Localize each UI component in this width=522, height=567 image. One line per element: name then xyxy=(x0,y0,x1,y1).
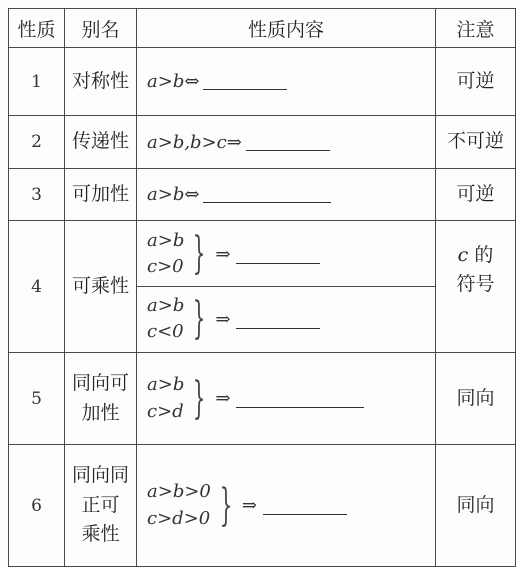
table-row xyxy=(9,445,516,567)
row-alias: 可加性 xyxy=(65,169,137,221)
brace-icon: } xyxy=(193,293,206,344)
implies-arrow: ⇒ xyxy=(215,243,231,265)
header-alias: 别名 xyxy=(65,9,137,48)
conditions-group xyxy=(147,228,320,280)
alias-line: 乘性 xyxy=(81,523,120,546)
row-alias: 可乘性 xyxy=(65,221,137,353)
math-expression: a>b⇔ xyxy=(147,71,200,92)
sub-case-positive xyxy=(137,222,435,286)
row-alias xyxy=(65,445,137,567)
row-number: 6 xyxy=(9,445,65,567)
header-property: 性质 xyxy=(9,9,65,48)
conditions-group xyxy=(147,293,320,345)
answer-blank xyxy=(236,245,320,264)
row-content xyxy=(137,353,436,445)
row-content xyxy=(137,48,436,116)
condition-line: c>d>0 xyxy=(147,507,211,529)
alias-line: 同向可 xyxy=(71,372,129,395)
row-content xyxy=(137,221,436,353)
condition-line: a>b xyxy=(147,374,185,396)
note-text: 的 xyxy=(474,244,494,266)
note-line-2: 符号 xyxy=(456,273,495,296)
answer-blank xyxy=(236,310,320,329)
table-row xyxy=(9,353,516,445)
answer-blank xyxy=(246,132,330,151)
row-note: 同向 xyxy=(436,353,516,445)
header-content: 性质内容 xyxy=(137,9,436,48)
condition-line: a>b xyxy=(147,294,185,316)
condition-line: c<0 xyxy=(147,321,184,342)
conditions-group xyxy=(147,479,347,531)
note-line-1 xyxy=(436,241,515,270)
math-expression: a>b,b>c⇒ xyxy=(147,131,242,153)
row-number: 1 xyxy=(9,48,65,116)
row-content xyxy=(137,116,436,169)
conditions-group xyxy=(147,372,364,424)
row-number: 4 xyxy=(9,221,65,353)
answer-blank xyxy=(263,496,347,515)
row-content xyxy=(137,445,436,567)
answer-blank xyxy=(203,184,331,203)
condition-line: a>b>0 xyxy=(147,481,211,503)
condition-line: a>b xyxy=(147,229,185,251)
condition-line: c>0 xyxy=(147,256,184,277)
row-content xyxy=(137,169,436,221)
row-note xyxy=(436,221,516,353)
note-variable: c xyxy=(457,244,469,266)
implies-arrow: ⇒ xyxy=(215,308,231,330)
row-number: 2 xyxy=(9,116,65,169)
row-number: 5 xyxy=(9,353,65,445)
row-note: 可逆 xyxy=(436,48,516,116)
brace-icon: } xyxy=(219,479,233,531)
implies-arrow: ⇒ xyxy=(215,388,231,409)
table-row xyxy=(9,116,516,169)
table-row xyxy=(9,221,516,353)
row-note: 同向 xyxy=(436,445,516,567)
header-row xyxy=(9,9,516,48)
alias-line: 正可 xyxy=(81,493,120,516)
row-number: 3 xyxy=(9,169,65,221)
brace-icon: } xyxy=(193,228,206,279)
answer-blank xyxy=(203,71,287,90)
row-note: 可逆 xyxy=(436,169,516,221)
conditions-lines xyxy=(147,228,184,280)
alias-line: 加性 xyxy=(81,401,120,424)
row-alias xyxy=(65,353,137,445)
conditions-lines xyxy=(147,372,184,424)
conditions-lines xyxy=(147,479,211,531)
condition-line: c>d xyxy=(147,400,184,422)
answer-blank xyxy=(236,389,364,408)
row-alias: 传递性 xyxy=(65,116,137,169)
sub-case-negative xyxy=(137,286,435,351)
row-alias: 对称性 xyxy=(65,48,137,116)
table-row xyxy=(9,48,516,116)
alias-line: 同向同 xyxy=(71,464,129,487)
conditions-lines xyxy=(147,293,184,345)
header-note: 注意 xyxy=(436,9,516,48)
implies-arrow: ⇒ xyxy=(241,495,257,516)
math-expression: a>b⇔ xyxy=(147,184,200,205)
table-row xyxy=(9,169,516,221)
properties-table xyxy=(8,8,516,567)
row-note: 不可逆 xyxy=(436,116,516,169)
brace-icon: } xyxy=(193,372,206,424)
